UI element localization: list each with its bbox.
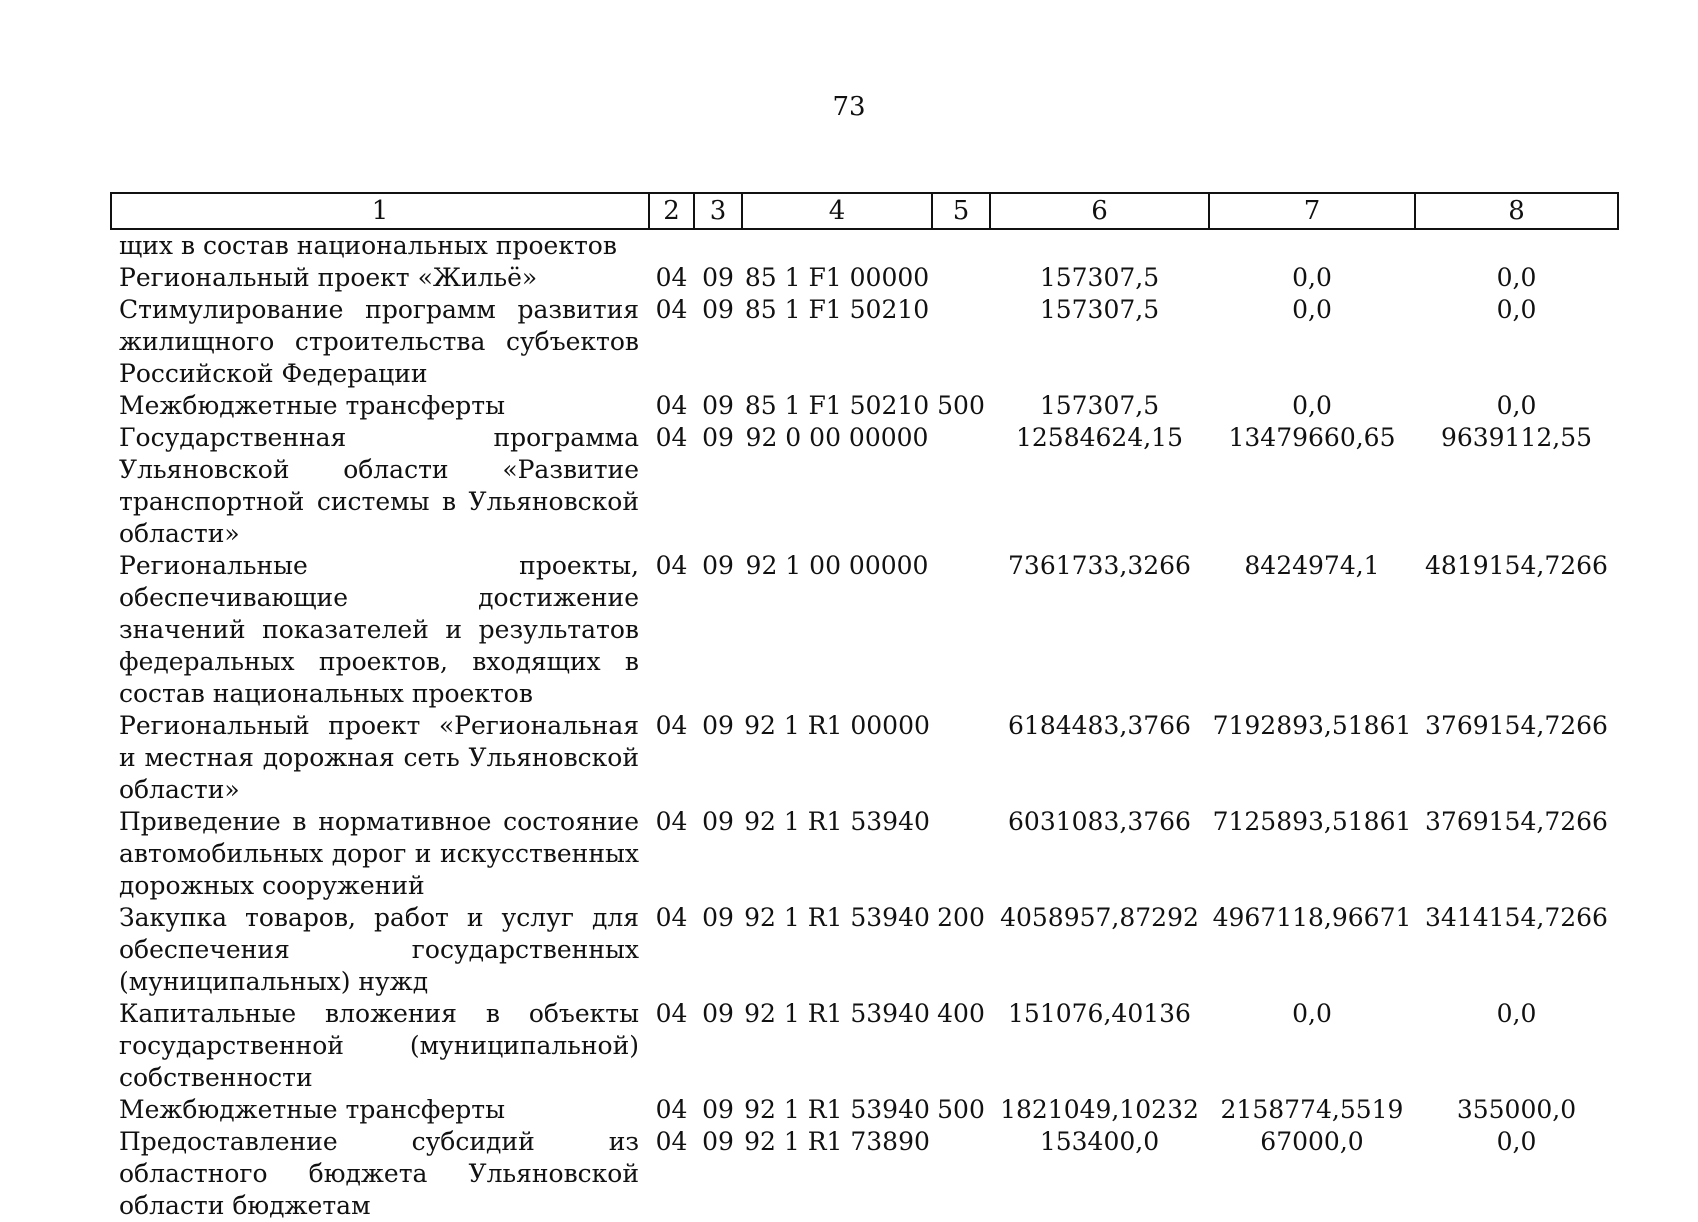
row-amount-col7: 67000,0 [1260, 1127, 1364, 1156]
row-expense-type [932, 422, 990, 550]
table-header-row [111, 193, 1618, 229]
row-expense-type: 500 [937, 391, 985, 420]
row-target-code [742, 229, 932, 262]
row-section: 04 [655, 711, 688, 740]
row-target-code: 92 0 00 00000 [745, 423, 929, 452]
row-description: Капитальные вложения в объекты государственной (муниципальной) собственности [119, 999, 639, 1092]
row-amount-col8: 4819154,7266 [1425, 551, 1608, 580]
row-section: 04 [655, 295, 688, 324]
row-section: 04 [655, 1127, 688, 1156]
row-description: Закупка товаров, работ и услуг для обеспечения государственных (муниципальных) нужд [119, 903, 639, 996]
row-expense-type [932, 806, 990, 902]
row-subsection: 09 [702, 295, 734, 324]
column-header-5: 5 [932, 193, 990, 229]
row-target-code: 92 1 00 00000 [745, 551, 929, 580]
table-row [111, 390, 1618, 422]
row-amount-col7: 8424974,1 [1244, 551, 1380, 580]
row-section: 04 [655, 551, 688, 580]
row-subsection: 09 [702, 903, 734, 932]
row-section: 04 [655, 903, 688, 932]
column-header-4: 4 [742, 193, 932, 229]
row-amount-col8: 3414154,7266 [1425, 903, 1608, 932]
row-description: Предоставление субсидий из областного бюджета Ульяновской области бюджетам [119, 1127, 639, 1220]
row-amount-col6: 4058957,87292 [1000, 903, 1199, 932]
row-subsection: 09 [702, 1127, 734, 1156]
row-amount-col6 [990, 229, 1209, 262]
budget-table [110, 192, 1619, 1222]
row-target-code: 92 1 R1 53940 [744, 1095, 930, 1124]
row-amount-col8: 355000,0 [1456, 1095, 1577, 1124]
row-section: 04 [655, 263, 688, 292]
row-target-code: 85 1 F1 50210 [744, 295, 930, 324]
row-description: Приведение в нормативное состояние автомобильных дорог и искусственных дорожных сооружений [119, 807, 639, 900]
row-amount-col7: 7125893,51861 [1212, 807, 1412, 836]
row-amount-col7 [1209, 229, 1415, 262]
column-header-7: 7 [1209, 193, 1415, 229]
row-description: Государственная программа Ульяновской области «Развитие транспортной системы в Ульяновской области» [119, 423, 639, 548]
column-header-6: 6 [990, 193, 1209, 229]
row-target-code: 92 1 R1 53940 [744, 807, 930, 836]
row-description: щих в состав национальных проектов [119, 231, 617, 260]
row-amount-col7: 0,0 [1292, 263, 1332, 292]
row-subsection [694, 229, 742, 262]
row-section [649, 229, 694, 262]
table-row [111, 710, 1618, 806]
table-row [111, 229, 1618, 262]
row-amount-col6: 157307,5 [1039, 263, 1160, 292]
row-subsection: 09 [702, 711, 734, 740]
row-target-code: 92 1 R1 73890 [744, 1127, 930, 1156]
column-header-3: 3 [694, 193, 742, 229]
table-row [111, 294, 1618, 390]
row-expense-type [932, 710, 990, 806]
row-expense-type: 500 [937, 1095, 985, 1124]
row-section: 04 [655, 423, 688, 452]
row-expense-type [932, 1126, 990, 1222]
row-amount-col6: 153400,0 [1039, 1127, 1160, 1156]
row-amount-col8: 0,0 [1496, 263, 1537, 292]
row-amount-col6: 6031083,3766 [1008, 807, 1191, 836]
row-amount-col8: 0,0 [1496, 999, 1537, 1028]
table-row [111, 1094, 1618, 1126]
table-row [111, 262, 1618, 294]
row-description: Межбюджетные трансферты [119, 391, 506, 420]
row-section: 04 [655, 391, 688, 420]
row-subsection: 09 [702, 551, 734, 580]
row-target-code: 92 1 R1 53940 [744, 999, 930, 1028]
row-section: 04 [655, 1095, 688, 1124]
row-amount-col8: 3769154,7266 [1425, 711, 1608, 740]
table-row [111, 1126, 1618, 1222]
row-amount-col6: 7361733,3266 [1008, 551, 1191, 580]
row-subsection: 09 [702, 999, 734, 1028]
row-section: 04 [655, 807, 688, 836]
column-header-1: 1 [111, 193, 649, 229]
row-subsection: 09 [702, 1095, 734, 1124]
row-amount-col6: 151076,40136 [1008, 999, 1191, 1028]
row-expense-type [932, 294, 990, 390]
row-target-code: 92 1 R1 53940 [744, 903, 930, 932]
row-amount-col7: 0,0 [1292, 999, 1332, 1028]
row-expense-type [932, 262, 990, 294]
row-subsection: 09 [702, 423, 734, 452]
table-row [111, 806, 1618, 902]
row-amount-col6: 1821049,10232 [1000, 1095, 1199, 1124]
row-amount-col7: 7192893,51861 [1212, 711, 1412, 740]
row-amount-col6: 12584624,15 [1015, 423, 1183, 452]
row-amount-col8: 0,0 [1496, 1127, 1537, 1156]
table-row [111, 902, 1618, 998]
row-amount-col8 [1415, 229, 1618, 262]
row-expense-type [932, 229, 990, 262]
row-amount-col6: 157307,5 [1039, 295, 1160, 324]
row-amount-col7: 0,0 [1292, 295, 1332, 324]
row-target-code: 85 1 F1 00000 [744, 263, 930, 292]
row-amount-col6: 6184483,3766 [1008, 711, 1191, 740]
page-number: 73 [832, 92, 866, 122]
row-description: Региональные проекты, обеспечивающие достижение значений показателей и результатов федеральных проектов, входящих в состав национальных проектов [119, 551, 639, 708]
row-subsection: 09 [702, 263, 734, 292]
table-row [111, 422, 1618, 550]
table-row [111, 998, 1618, 1094]
row-subsection: 09 [702, 391, 734, 420]
row-description: Региональный проект «Жильё» [119, 263, 538, 292]
row-description: Региональный проект «Региональная и местная дорожная сеть Ульяновской области» [119, 711, 639, 804]
row-amount-col8: 3769154,7266 [1425, 807, 1608, 836]
row-target-code: 85 1 F1 50210 [744, 391, 930, 420]
column-header-8: 8 [1415, 193, 1618, 229]
column-header-2: 2 [649, 193, 694, 229]
row-description: Стимулирование программ развития жилищного строительства субъектов Российской Федерации [119, 295, 639, 388]
row-amount-col7: 2158774,5519 [1220, 1095, 1404, 1124]
row-amount-col6: 157307,5 [1039, 391, 1160, 420]
row-expense-type [932, 550, 990, 710]
row-description: Межбюджетные трансферты [119, 1095, 506, 1124]
row-amount-col8: 0,0 [1496, 391, 1537, 420]
row-expense-type: 400 [937, 999, 985, 1028]
row-subsection: 09 [702, 807, 734, 836]
table-row [111, 550, 1618, 710]
row-amount-col7: 0,0 [1292, 391, 1332, 420]
row-amount-col7: 4967118,96671 [1212, 903, 1412, 932]
row-amount-col8: 0,0 [1496, 295, 1537, 324]
row-target-code: 92 1 R1 00000 [744, 711, 930, 740]
row-amount-col8: 9639112,55 [1440, 423, 1593, 452]
row-amount-col7: 13479660,65 [1228, 423, 1396, 452]
row-section: 04 [655, 999, 688, 1028]
row-expense-type: 200 [937, 903, 985, 932]
